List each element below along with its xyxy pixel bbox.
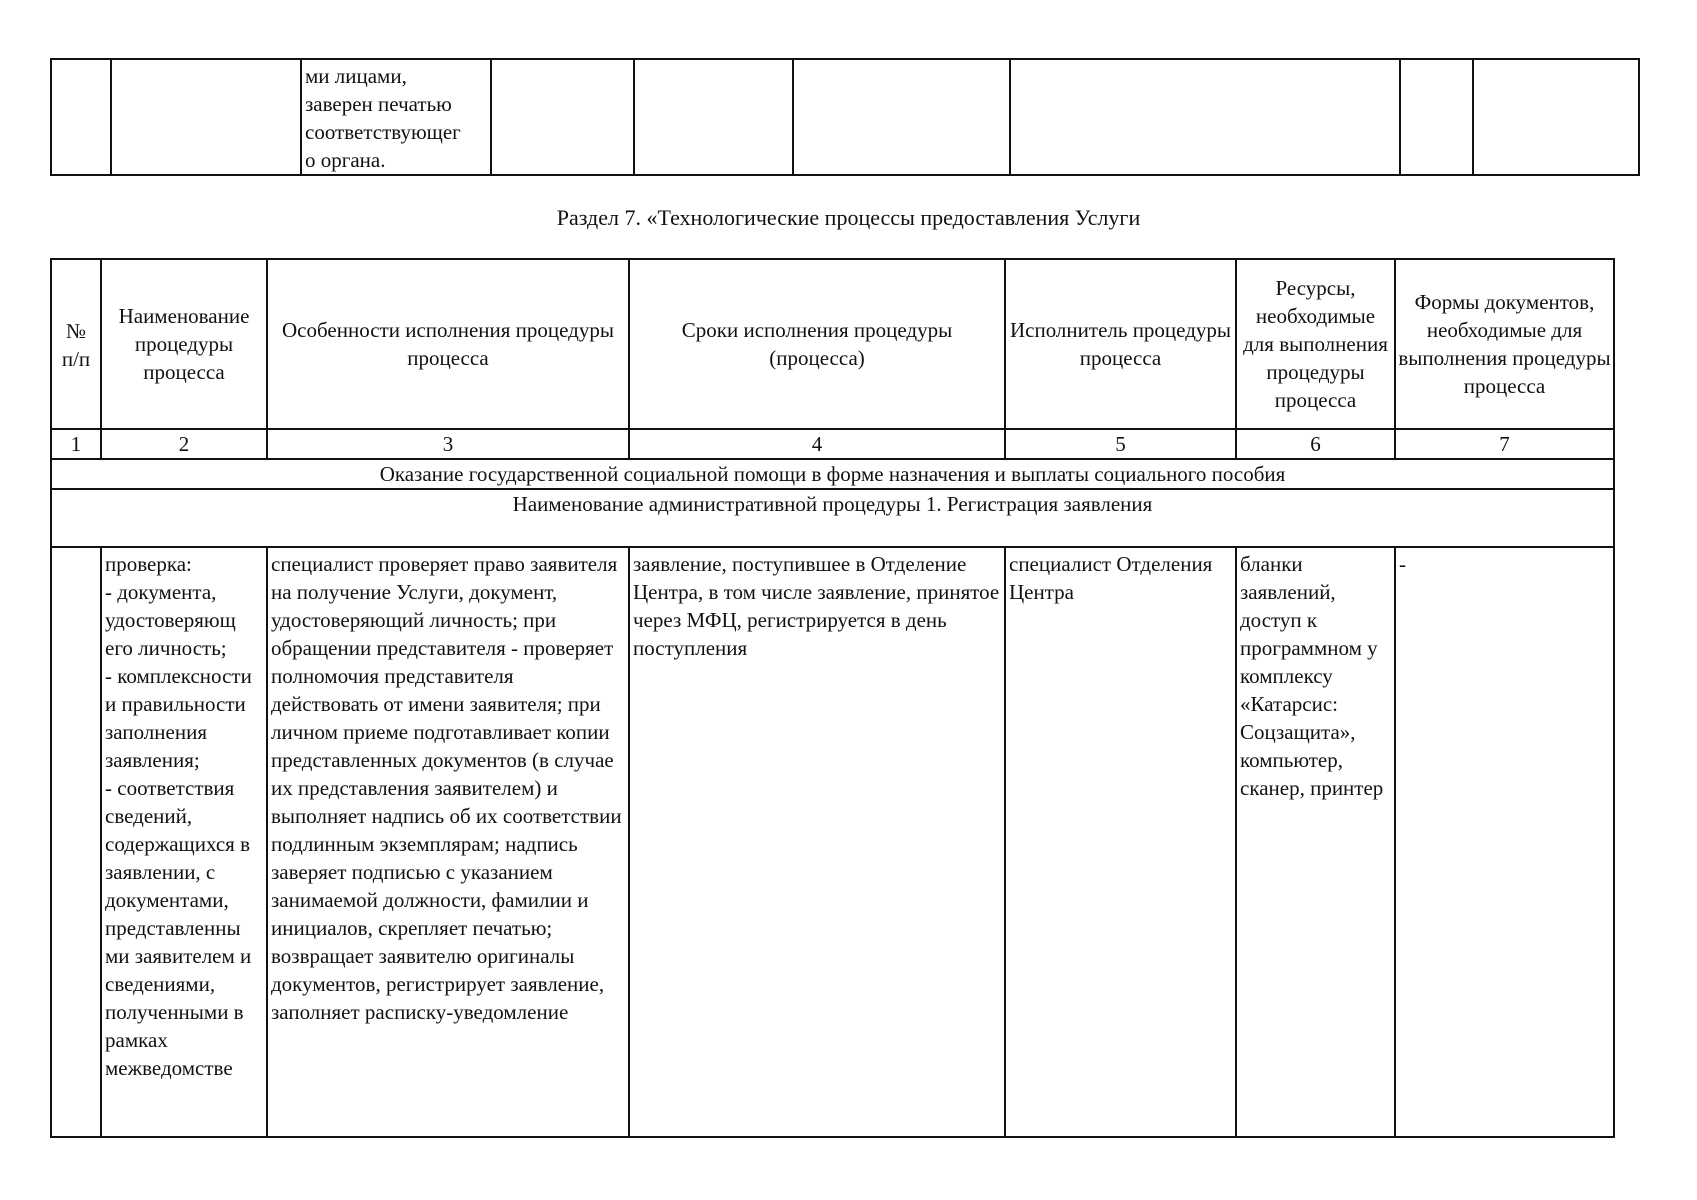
table-cell	[1395, 547, 1614, 1137]
header-executor: Исполнитель процедуры процесса	[1009, 318, 1232, 370]
group-title-row	[51, 459, 1614, 489]
column-number: 6	[1236, 429, 1395, 459]
table-cell	[301, 59, 491, 175]
deadline-text: заявление, поступившее в Отделение Центра, в том числе заявление, принятое через МФЦ, регистрируется в день поступления	[633, 552, 1000, 660]
header-row	[51, 259, 1614, 429]
table-cell	[1236, 547, 1395, 1137]
table-cell	[491, 59, 634, 175]
column-number: 3	[267, 429, 629, 459]
header-cell	[1005, 259, 1236, 429]
continuation-cell-text: ми лицами, заверен печатью соответствующег о органа.	[305, 64, 461, 172]
resources-text: бланки заявлений, доступ к программном у комплексу «Катарсис: Соцзащита», компьютер, сканер, принтер	[1240, 552, 1384, 800]
procedure-title: Наименование административной процедуры 1. Регистрация заявления	[51, 489, 1614, 547]
column-number: 2	[101, 429, 267, 459]
table-cell	[51, 547, 101, 1137]
table-cell	[101, 547, 267, 1137]
header-cell	[1395, 259, 1614, 429]
procedure-title-row	[51, 489, 1614, 547]
column-number: 7	[1395, 429, 1614, 459]
header-cell	[267, 259, 629, 429]
table-cell	[1400, 59, 1473, 175]
header-deadlines: Сроки исполнения процедуры (процесса)	[681, 318, 953, 370]
table-cell	[1473, 59, 1639, 175]
features-text: специалист проверяет право заявителя на получение Услуги, документ, удостоверяющий личность; при обращении представителя - проверяет полномочия представителя действовать от имени заявителя; при личном приеме подготавливает копии представленных документов (в случае их представления заявителем) и выполняет надпись об их соответствии подлинным экземплярам; надпись заверяет подписью с указанием занимаемой должности, фамилии и инициалов, скрепляет печатью; возвращает заявителю оригиналы документов, регистрирует заявление, заполняет расписку-уведомление	[271, 552, 622, 1024]
table-cell	[1005, 547, 1236, 1137]
table-cell	[111, 59, 301, 175]
section-title: Раздел 7. «Технологические процессы предоставления Услуги	[556, 205, 1141, 230]
header-resources: Ресурсы, необходимые для выполнения процедуры процесса	[1243, 276, 1388, 412]
column-number: 1	[51, 429, 101, 459]
column-number: 5	[1005, 429, 1236, 459]
procedure-name-text: проверка: - документа, удостоверяющ его личность; - комплексности и правильности заполнения заявления; - соответствия сведений, содержащихся в заявлении, с документами, представленны ми заявителем и сведениями, полученными в рамках межведомстве	[105, 552, 252, 1080]
header-cell	[101, 259, 267, 429]
header-cell	[51, 259, 101, 429]
header-features: Особенности исполнения процедуры процесса	[282, 318, 614, 370]
executor-text: специалист Отделения Центра	[1009, 552, 1213, 604]
process-table	[50, 258, 1615, 1138]
continuation-table	[50, 58, 1640, 176]
table-cell	[629, 547, 1005, 1137]
group-title: Оказание государственной социальной помощи в форме назначения и выплаты социального пособия	[51, 459, 1614, 489]
header-number: № п/п	[61, 319, 91, 371]
header-cell	[1236, 259, 1395, 429]
column-number-row	[51, 429, 1614, 459]
header-document-forms: Формы документов, необходимые для выполнения процедуры процесса	[1398, 290, 1611, 398]
table-cell	[634, 59, 793, 175]
header-cell	[629, 259, 1005, 429]
table-cell	[51, 59, 111, 175]
column-number: 4	[629, 429, 1005, 459]
table-cell	[1010, 59, 1400, 175]
table-row	[51, 547, 1614, 1137]
table-cell	[267, 547, 629, 1137]
table-cell	[793, 59, 1010, 175]
header-procedure-name: Наименование процедуры процесса	[118, 304, 250, 384]
continuation-row	[51, 59, 1639, 175]
row-number	[52, 548, 100, 550]
document-forms-text: -	[1399, 552, 1406, 576]
